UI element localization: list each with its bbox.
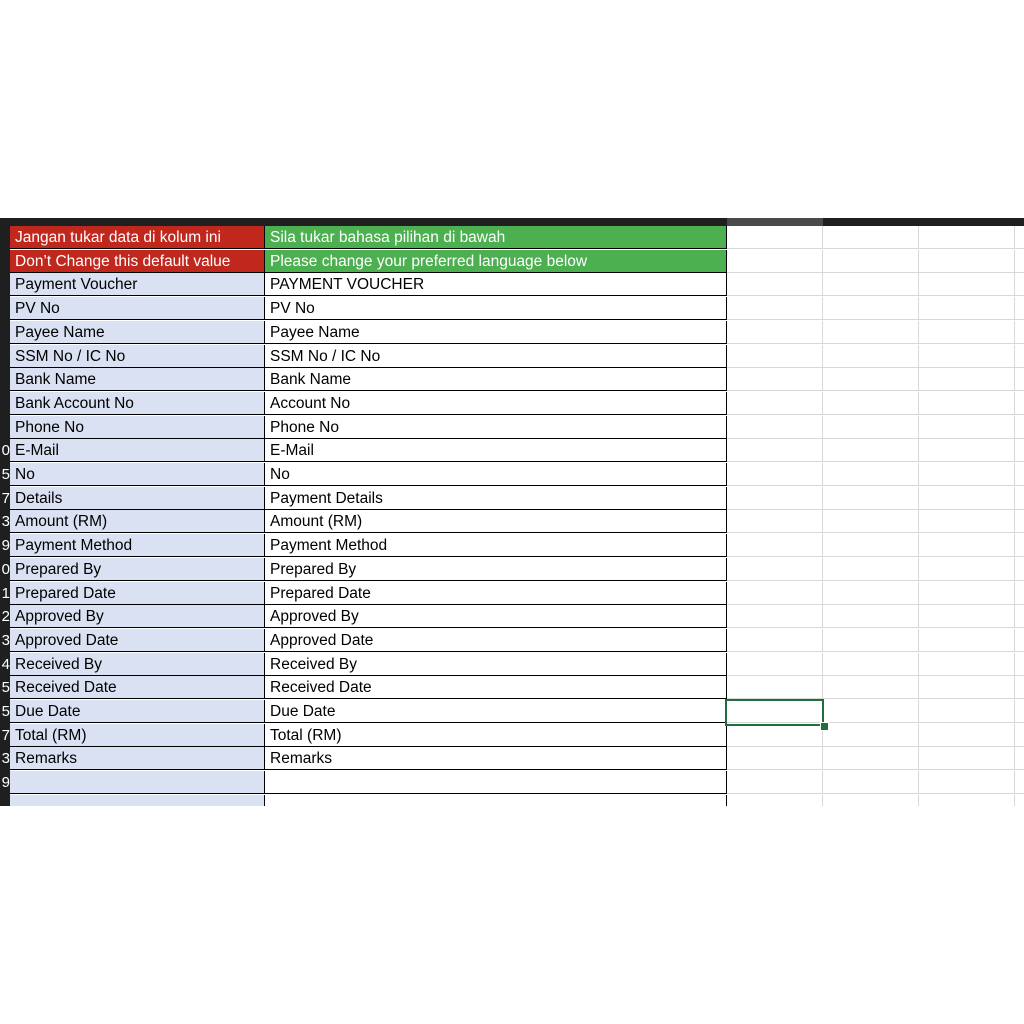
cell-default-value[interactable]: Bank Name <box>10 368 265 391</box>
cell-translated-value[interactable]: SSM No / IC No <box>265 345 727 368</box>
empty-cell[interactable] <box>727 558 823 581</box>
empty-cell[interactable] <box>823 345 919 368</box>
empty-cell[interactable] <box>1015 345 1024 368</box>
empty-cell[interactable] <box>919 558 1015 581</box>
empty-cell[interactable] <box>1015 653 1024 676</box>
table-row <box>10 510 1024 533</box>
empty-cell[interactable] <box>919 226 1015 249</box>
empty-cell[interactable] <box>727 487 823 510</box>
empty-cell[interactable] <box>727 273 823 296</box>
empty-cell[interactable] <box>823 321 919 344</box>
empty-cell[interactable] <box>1015 676 1024 699</box>
empty-cell[interactable] <box>823 273 919 296</box>
cell-translated-value[interactable]: Approved Date <box>265 629 727 652</box>
cell-translated-value[interactable]: E-Mail <box>265 439 727 462</box>
empty-cell[interactable] <box>823 510 919 533</box>
empty-cell[interactable] <box>823 534 919 557</box>
empty-cell[interactable] <box>919 747 1015 770</box>
cell-default-value[interactable]: Received Date <box>10 676 265 699</box>
row-number[interactable]: 7 <box>1 490 10 507</box>
empty-cell[interactable] <box>823 392 919 415</box>
column-header-bar[interactable] <box>0 218 1024 226</box>
row-number[interactable]: 9 <box>1 537 10 554</box>
cell-default-value[interactable]: Payment Voucher <box>10 273 265 296</box>
cell-default-value[interactable]: Jangan tukar data di kolum ini <box>10 226 265 249</box>
cell-default-value[interactable]: Prepared By <box>10 558 265 581</box>
cell-default-value[interactable]: Payment Method <box>10 534 265 557</box>
empty-cell[interactable] <box>1015 747 1024 770</box>
empty-cell[interactable] <box>823 416 919 439</box>
empty-cell[interactable] <box>727 226 823 249</box>
row-number[interactable] <box>0 345 10 368</box>
row-number[interactable] <box>0 321 10 344</box>
empty-cell[interactable] <box>727 534 823 557</box>
row-number[interactable]: 3 <box>1 632 10 649</box>
cell-translated-value[interactable]: Payment Details <box>265 487 727 510</box>
empty-cell[interactable] <box>1015 226 1024 249</box>
cell-default-value[interactable]: Don’t Change this default value <box>10 250 265 273</box>
empty-cell[interactable] <box>1015 771 1024 794</box>
table-row <box>10 653 1024 676</box>
table-row <box>10 368 1024 391</box>
empty-cell[interactable] <box>823 439 919 462</box>
empty-cell[interactable] <box>919 771 1015 794</box>
empty-cell[interactable] <box>727 676 823 699</box>
table-row <box>10 605 1024 628</box>
cell-translated-value[interactable]: Approved By <box>265 605 727 628</box>
empty-cell[interactable] <box>823 582 919 605</box>
row-number[interactable]: 3 <box>1 750 10 767</box>
empty-cell[interactable] <box>1015 629 1024 652</box>
empty-cell[interactable] <box>1015 392 1024 415</box>
fill-handle[interactable] <box>820 722 829 731</box>
table-row <box>10 676 1024 699</box>
row-number[interactable] <box>0 226 10 249</box>
table-row <box>10 321 1024 344</box>
table-row <box>10 724 1024 747</box>
row-number[interactable] <box>0 250 10 273</box>
cell-translated-value[interactable]: Received Date <box>265 676 727 699</box>
table-row <box>10 250 1024 273</box>
selected-column-header[interactable] <box>727 218 823 226</box>
empty-cell[interactable] <box>823 605 919 628</box>
empty-cell[interactable] <box>919 629 1015 652</box>
empty-cell[interactable] <box>823 795 919 806</box>
row-number[interactable]: 1 <box>1 585 10 602</box>
cell-default-value[interactable]: E-Mail <box>10 439 265 462</box>
table-row <box>10 392 1024 415</box>
cell-default-value[interactable]: Prepared Date <box>10 582 265 605</box>
empty-cell[interactable] <box>823 629 919 652</box>
table-row <box>10 226 1024 249</box>
empty-cell[interactable] <box>823 487 919 510</box>
row-number[interactable]: 5 <box>1 466 10 483</box>
cell-translated-value[interactable]: Prepared By <box>265 558 727 581</box>
empty-cell[interactable] <box>727 629 823 652</box>
cell-default-value[interactable] <box>10 771 265 794</box>
empty-cell[interactable] <box>919 795 1015 806</box>
empty-cell[interactable] <box>727 345 823 368</box>
cell-translated-value[interactable]: Payee Name <box>265 321 727 344</box>
empty-cell[interactable] <box>1015 534 1024 557</box>
empty-cell[interactable] <box>919 392 1015 415</box>
cell-default-value[interactable]: Amount (RM) <box>10 510 265 533</box>
table-row <box>10 629 1024 652</box>
empty-cell[interactable] <box>823 747 919 770</box>
table-row <box>10 345 1024 368</box>
table-row <box>10 795 1024 806</box>
selected-cell[interactable] <box>725 699 824 726</box>
empty-cell[interactable] <box>1015 795 1024 806</box>
table-row <box>10 747 1024 770</box>
table-row <box>10 534 1024 557</box>
row-number[interactable]: 4 <box>1 656 10 673</box>
empty-cell[interactable] <box>823 250 919 273</box>
cell-default-value[interactable]: Bank Account No <box>10 392 265 415</box>
row-number[interactable]: 5 <box>1 703 10 720</box>
empty-cell[interactable] <box>919 439 1015 462</box>
row-number[interactable]: 5 <box>1 679 10 696</box>
empty-cell[interactable] <box>727 416 823 439</box>
empty-cell[interactable] <box>727 605 823 628</box>
cell-default-value[interactable]: SSM No / IC No <box>10 345 265 368</box>
empty-cell[interactable] <box>919 724 1015 747</box>
empty-cell[interactable] <box>823 676 919 699</box>
table-row <box>10 771 1024 794</box>
empty-cell[interactable] <box>823 724 919 747</box>
cell-translated-value[interactable]: Sila tukar bahasa pilihan di bawah <box>265 226 727 249</box>
empty-cell[interactable] <box>727 463 823 486</box>
cell-translated-value[interactable]: Received By <box>265 653 727 676</box>
row-number[interactable] <box>0 416 10 439</box>
empty-cell[interactable] <box>1015 582 1024 605</box>
cell-translated-value[interactable]: Due Date <box>265 700 727 723</box>
cell-translated-value[interactable]: PAYMENT VOUCHER <box>265 273 727 296</box>
row-number[interactable] <box>0 392 10 415</box>
row-number[interactable]: 3 <box>1 513 10 530</box>
row-number[interactable]: 2 <box>1 608 10 625</box>
empty-cell[interactable] <box>919 368 1015 391</box>
cell-default-value[interactable]: Due Date <box>10 700 265 723</box>
empty-cell[interactable] <box>1015 700 1024 723</box>
empty-cell[interactable] <box>823 558 919 581</box>
cell-default-value[interactable]: Total (RM) <box>10 724 265 747</box>
table-row <box>10 416 1024 439</box>
row-header-strip[interactable] <box>0 226 10 806</box>
empty-cell[interactable] <box>919 321 1015 344</box>
empty-cell[interactable] <box>919 250 1015 273</box>
row-number[interactable] <box>0 297 10 320</box>
cell-translated-value[interactable]: Payment Method <box>265 534 727 557</box>
empty-cell[interactable] <box>727 368 823 391</box>
empty-cell[interactable] <box>727 439 823 462</box>
cell-default-value[interactable]: PV No <box>10 297 265 320</box>
empty-cell[interactable] <box>727 297 823 320</box>
empty-cell[interactable] <box>823 771 919 794</box>
cell-translated-value[interactable] <box>265 795 727 806</box>
empty-cell[interactable] <box>727 392 823 415</box>
cell-translated-value[interactable]: PV No <box>265 297 727 320</box>
cell-translated-value[interactable]: Phone No <box>265 416 727 439</box>
empty-cell[interactable] <box>1015 250 1024 273</box>
cell-default-value[interactable]: Details <box>10 487 265 510</box>
empty-cell[interactable] <box>823 463 919 486</box>
empty-cell[interactable] <box>727 510 823 533</box>
empty-cell[interactable] <box>919 297 1015 320</box>
cell-translated-value[interactable]: Bank Name <box>265 368 727 391</box>
empty-cell[interactable] <box>919 700 1015 723</box>
empty-cell[interactable] <box>919 345 1015 368</box>
empty-cell[interactable] <box>1015 487 1024 510</box>
empty-cell[interactable] <box>919 582 1015 605</box>
empty-cell[interactable] <box>1015 605 1024 628</box>
empty-cell[interactable] <box>727 321 823 344</box>
table-row <box>10 487 1024 510</box>
empty-cell[interactable] <box>727 653 823 676</box>
cell-translated-value[interactable]: Prepared Date <box>265 582 727 605</box>
empty-cell[interactable] <box>727 582 823 605</box>
cell-translated-value[interactable]: Account No <box>265 392 727 415</box>
empty-cell[interactable] <box>919 463 1015 486</box>
empty-cell[interactable] <box>919 487 1015 510</box>
empty-cell[interactable] <box>727 771 823 794</box>
row-number[interactable]: 9 <box>1 774 10 791</box>
cell-default-value[interactable]: No <box>10 463 265 486</box>
empty-cell[interactable] <box>823 226 919 249</box>
empty-cell[interactable] <box>1015 558 1024 581</box>
empty-cell[interactable] <box>919 534 1015 557</box>
table-row <box>10 582 1024 605</box>
table-row <box>10 297 1024 320</box>
empty-cell[interactable] <box>823 297 919 320</box>
spreadsheet <box>0 218 1024 806</box>
cell-translated-value[interactable]: Please change your preferred language below <box>265 250 727 273</box>
empty-cell[interactable] <box>1015 321 1024 344</box>
cell-default-value[interactable]: Approved Date <box>10 629 265 652</box>
table-row <box>10 558 1024 581</box>
table-row <box>10 273 1024 296</box>
empty-cell[interactable] <box>919 416 1015 439</box>
row-number[interactable] <box>0 273 10 296</box>
empty-cell[interactable] <box>919 653 1015 676</box>
empty-cell[interactable] <box>1015 463 1024 486</box>
cell-translated-value[interactable]: Remarks <box>265 747 727 770</box>
empty-cell[interactable] <box>1015 510 1024 533</box>
empty-cell[interactable] <box>823 653 919 676</box>
empty-cell[interactable] <box>1015 724 1024 747</box>
empty-cell[interactable] <box>727 747 823 770</box>
cell-default-value[interactable]: Received By <box>10 653 265 676</box>
empty-cell[interactable] <box>919 605 1015 628</box>
empty-cell[interactable] <box>1015 273 1024 296</box>
row-number[interactable]: 0 <box>1 561 10 578</box>
row-number[interactable]: 7 <box>1 727 10 744</box>
empty-cell[interactable] <box>823 700 919 723</box>
table-row <box>10 700 1024 723</box>
empty-cell[interactable] <box>1015 368 1024 391</box>
empty-cell[interactable] <box>919 510 1015 533</box>
row-number[interactable] <box>0 795 10 806</box>
empty-cell[interactable] <box>727 795 823 806</box>
empty-cell[interactable] <box>1015 416 1024 439</box>
cell-default-value[interactable]: Phone No <box>10 416 265 439</box>
cell-default-value[interactable]: Approved By <box>10 605 265 628</box>
cell-default-value[interactable] <box>10 795 265 806</box>
cell-translated-value[interactable]: Amount (RM) <box>265 510 727 533</box>
cell-translated-value[interactable]: Total (RM) <box>265 724 727 747</box>
cell-translated-value[interactable] <box>265 771 727 794</box>
empty-cell[interactable] <box>1015 297 1024 320</box>
cell-translated-value[interactable]: No <box>265 463 727 486</box>
cell-default-value[interactable]: Payee Name <box>10 321 265 344</box>
table-row <box>10 463 1024 486</box>
empty-cell[interactable] <box>919 273 1015 296</box>
empty-cell[interactable] <box>727 250 823 273</box>
empty-cell[interactable] <box>1015 439 1024 462</box>
empty-cell[interactable] <box>727 724 823 747</box>
empty-cell[interactable] <box>919 676 1015 699</box>
row-number[interactable] <box>0 368 10 391</box>
row-number[interactable]: 0 <box>1 442 10 459</box>
empty-cell[interactable] <box>823 368 919 391</box>
table-row <box>10 439 1024 462</box>
cell-default-value[interactable]: Remarks <box>10 747 265 770</box>
